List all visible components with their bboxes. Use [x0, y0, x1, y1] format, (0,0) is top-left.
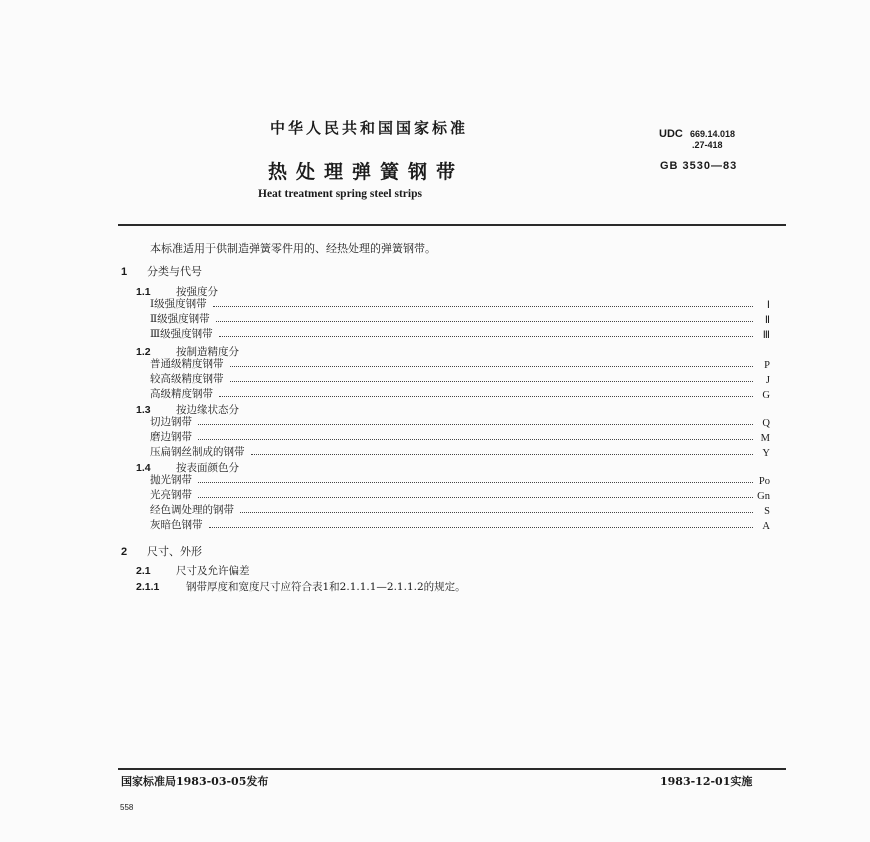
- item-label: 抛光钢带: [150, 474, 192, 486]
- subsection-title: 按强度分: [176, 286, 218, 298]
- list-item: [150, 473, 770, 487]
- item-code: M: [760, 433, 770, 444]
- subsection-number: 1.1: [136, 286, 151, 298]
- dot-leader: [213, 306, 753, 307]
- dot-leader: [230, 381, 754, 382]
- page-number: 558: [120, 803, 134, 812]
- udc-code-line2: .27-418: [692, 140, 723, 150]
- subsection-number: 1.2: [136, 346, 151, 358]
- list-item: [150, 387, 770, 401]
- item-code: Gn: [757, 491, 770, 502]
- dot-leader: [198, 439, 753, 440]
- item-code: Q: [762, 418, 770, 429]
- list-item: [150, 488, 770, 502]
- item-code: Ⅱ: [764, 315, 770, 326]
- subsection-title: 按表面颜色分: [176, 462, 239, 474]
- item-label: Ⅲ级强度钢带: [150, 328, 213, 340]
- dot-leader: [198, 497, 753, 498]
- dot-leader: [209, 527, 754, 528]
- list-item: [150, 312, 770, 326]
- item-code: Ⅲ: [762, 330, 770, 341]
- subsection-text: 钢带厚度和宽度尺寸应符合表1和2.1.1.1—2.1.1.2的规定。: [186, 581, 466, 593]
- issued-date: 国家标准局1983-03-05发布: [121, 775, 269, 788]
- item-code: Ⅰ: [766, 300, 770, 311]
- udc-code-line1: 669.14.018: [690, 129, 736, 139]
- list-item: [150, 518, 770, 532]
- subsection-title: 按边缘状态分: [176, 404, 239, 416]
- item-code: Y: [762, 448, 770, 459]
- dot-leader: [251, 454, 754, 455]
- dot-leader: [198, 482, 753, 483]
- item-label: 磨边钢带: [150, 431, 192, 443]
- subsection-2-1: [136, 563, 250, 578]
- item-label: 切边钢带: [150, 416, 192, 428]
- subsection-number: 2.1: [136, 565, 151, 577]
- list-item: [150, 372, 770, 386]
- item-code: Po: [758, 476, 770, 487]
- subsection-number: 2.1.1: [136, 581, 160, 593]
- item-label: 较高级精度钢带: [150, 373, 224, 385]
- item-code: P: [764, 360, 770, 371]
- subsection-title: 按制造精度分: [176, 346, 239, 358]
- list-item: [150, 430, 770, 444]
- section-2-heading: [121, 543, 202, 559]
- list-item: [150, 503, 770, 517]
- item-label: 光亮钢带: [150, 489, 192, 501]
- item-label: 压扁钢丝制成的钢带: [150, 446, 245, 458]
- section-title: 分类与代号: [147, 265, 202, 278]
- document-title-cn: 热处理弹簧钢带: [268, 161, 465, 183]
- section-number: 2: [121, 546, 128, 558]
- item-code: G: [762, 390, 770, 401]
- intro-paragraph: 本标准适用于供制造弹簧零件用的、经热处理的弹簧钢带。: [150, 242, 436, 255]
- header-divider: [118, 224, 786, 226]
- dot-leader: [198, 424, 753, 425]
- list-item: [150, 415, 770, 429]
- item-label: 普通级精度钢带: [150, 358, 224, 370]
- udc-label: UDC: [659, 128, 683, 140]
- item-label: Ⅱ级强度钢带: [150, 313, 210, 325]
- subsection-number: 1.3: [136, 404, 151, 416]
- list-item: [150, 327, 770, 341]
- dot-leader: [216, 321, 753, 322]
- list-item: [150, 445, 770, 459]
- section-number: 1: [121, 266, 128, 278]
- section-title: 尺寸、外形: [147, 545, 202, 558]
- list-item: [150, 297, 770, 311]
- effective-date: 1983-12-01实施: [660, 775, 753, 788]
- subsection-number: 1.4: [136, 462, 151, 474]
- dot-leader: [219, 336, 753, 337]
- item-label: 灰暗色钢带: [150, 519, 203, 531]
- dot-leader: [230, 366, 754, 367]
- dot-leader: [219, 396, 753, 397]
- footer-divider: [118, 768, 786, 770]
- gb-code: GB 3530—83: [660, 160, 738, 172]
- subsection-title: 尺寸及允许偏差: [176, 565, 250, 577]
- item-label: Ⅰ级强度钢带: [150, 298, 207, 310]
- item-code: J: [765, 375, 770, 386]
- list-item: [150, 357, 770, 371]
- item-label: 经色调处理的钢带: [150, 504, 234, 516]
- item-code: A: [762, 521, 770, 532]
- standard-type-heading: 中华人民共和国国家标准: [270, 119, 469, 137]
- document-title-en: Heat treatment spring steel strips: [258, 188, 422, 200]
- dot-leader: [240, 512, 753, 513]
- subsection-2-1-1: [136, 579, 466, 594]
- item-label: 高级精度钢带: [150, 388, 213, 400]
- section-1-heading: [121, 263, 202, 279]
- item-code: S: [764, 506, 770, 517]
